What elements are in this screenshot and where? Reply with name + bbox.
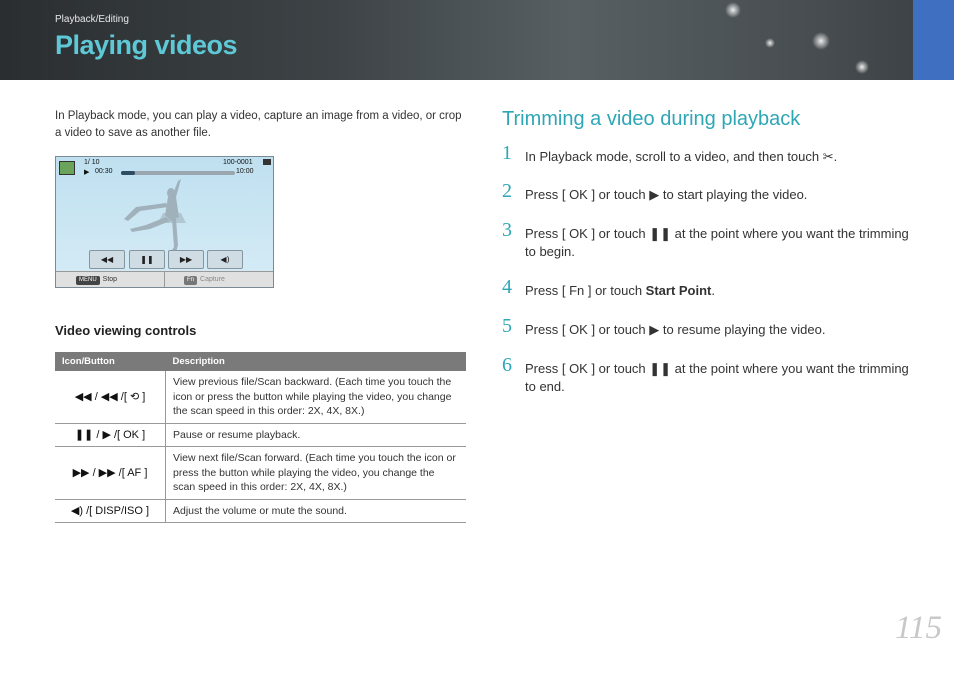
ballerina-silhouette [116, 177, 216, 257]
controls-table [55, 352, 466, 523]
capture-label: Capture [200, 276, 225, 283]
rewind-button[interactable] [89, 250, 125, 269]
elapsed-time: 00:30 [95, 168, 113, 175]
menu-key-icon: MENU [76, 276, 100, 285]
counter-text: 1/ 10 [84, 159, 100, 166]
step-number: 1 [502, 142, 512, 164]
step-number: 2 [502, 180, 512, 202]
table-row [55, 499, 466, 523]
step-text: Press [ OK ] or touch ❚❚ at the point where you want the trimming to begin. [525, 226, 909, 259]
fast-forward-button[interactable] [168, 250, 204, 269]
step-text: Press [ OK ] or touch ❚❚ at the point where you want the trimming to end. [525, 361, 909, 394]
footer-divider [164, 272, 165, 288]
step-number: 4 [502, 276, 512, 298]
breadcrumb[interactable]: Playback/Editing [55, 14, 129, 25]
step-number: 6 [502, 354, 512, 376]
step-number: 5 [502, 315, 512, 337]
step-text: Press [ OK ] or touch ▶ to start playing the video. [525, 187, 808, 202]
file-number: 100-0001 [223, 159, 253, 166]
rewind-icon: ◀◀ [100, 255, 114, 264]
step-text-part: . [711, 283, 716, 298]
rewind-icon: ◀◀ / ◀◀ /[ ⟲ ] [55, 371, 166, 423]
header-banner [0, 0, 954, 80]
video-thumbnail-icon [59, 161, 75, 175]
row-description: View previous file/Scan backward. (Each time you touch the icon or press the button while playing the video, you change the scan speed in this order: 2X, 4X, 8X.) [166, 371, 467, 423]
intro-paragraph: In Playback mode, you can play a video, capture an image from a video, or crop a video to save as another file. [55, 110, 462, 139]
fn-key-icon: Fn [184, 276, 197, 285]
progress-fill [121, 171, 135, 175]
pause-button[interactable] [129, 250, 165, 269]
sparkle-decoration [725, 2, 741, 18]
volume-button[interactable] [207, 250, 243, 269]
step-text: In Playback mode, scroll to a video, and then touch ✂. [525, 149, 838, 164]
column-header: Description [166, 352, 467, 371]
progress-bar [121, 171, 235, 175]
total-time: 10:00 [236, 168, 254, 175]
table-header-row [55, 352, 466, 371]
controls-heading: Video viewing controls [55, 323, 197, 338]
sparkle-decoration [812, 32, 830, 50]
row-description: Pause or resume playback. [166, 423, 467, 447]
volume-icon: ◀) /[ DISP/ISO ] [55, 499, 166, 523]
sparkle-decoration [855, 60, 869, 74]
row-description: Adjust the volume or mute the sound. [166, 499, 467, 523]
battery-icon [263, 159, 271, 165]
screen-footer [56, 271, 273, 288]
step-number: 3 [502, 219, 512, 241]
volume-icon: ◀) [220, 255, 230, 264]
step-text [525, 282, 920, 300]
sparkle-decoration [765, 38, 775, 48]
page-title: Playing videos [55, 30, 238, 60]
step-text-part: Press [ Fn ] or touch [525, 283, 646, 298]
pause-icon: ❚❚ [140, 255, 154, 264]
row-description: View next file/Scan forward. (Each time you touch the icon or press the button while playing the video, you change the scan speed in this order: 2X, 4X, 8X.) [166, 447, 467, 500]
stop-control[interactable] [76, 272, 117, 288]
column-header: Icon/Button [55, 352, 166, 371]
page-number: 115 [894, 610, 942, 646]
table-row [55, 423, 466, 447]
step-text: Press [ OK ] or touch ▶ to resume playing the video. [525, 322, 826, 337]
fast-forward-icon: ▶▶ / ▶▶ /[ AF ] [55, 447, 166, 500]
stop-label: Stop [102, 276, 118, 283]
table-row [55, 371, 466, 423]
play-icon: ▶ [84, 169, 90, 176]
start-point-label[interactable]: Start Point [645, 283, 712, 298]
pause-play-icon: ❚❚ / ▶ /[ OK ] [55, 423, 166, 447]
camera-screen-illustration [55, 156, 274, 288]
table-row [55, 447, 466, 500]
fast-forward-icon: ▶▶ [179, 255, 193, 264]
chapter-tab [913, 0, 954, 80]
capture-control[interactable] [184, 272, 225, 288]
trimming-title: Trimming a video during playback [502, 108, 801, 130]
